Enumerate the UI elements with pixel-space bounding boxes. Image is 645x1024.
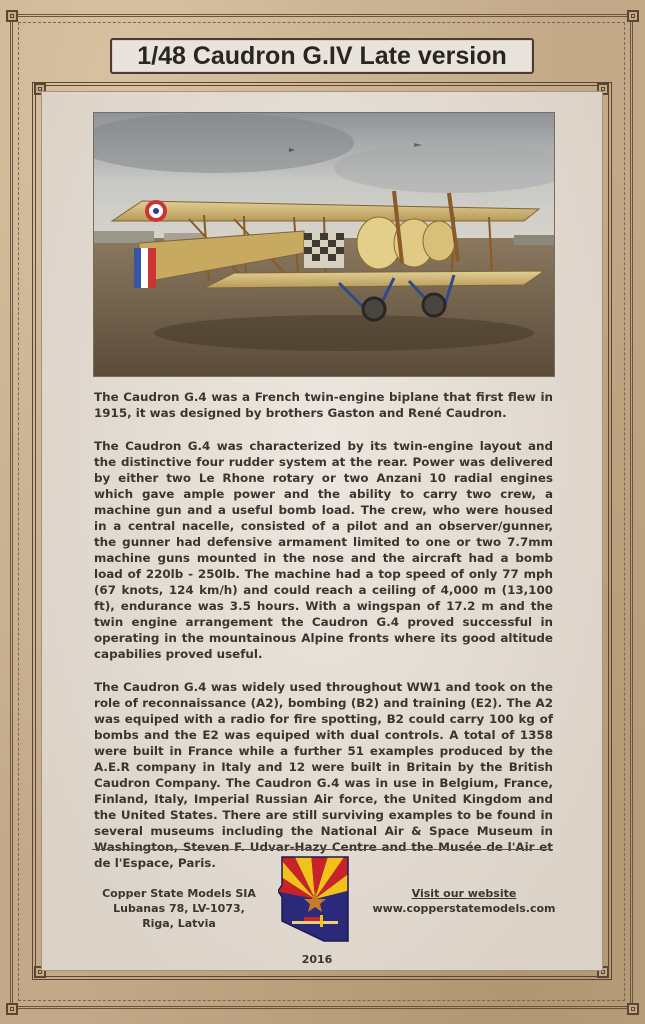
corner-ornament xyxy=(6,1003,18,1015)
address-line: Lubanas 78, LV-1073, xyxy=(113,902,245,915)
company-address xyxy=(94,886,264,931)
website-info xyxy=(366,886,562,916)
address-line: Riga, Latvia xyxy=(142,917,216,930)
paragraph-design: The Caudron G.4 was characterized by its twin-engine layout and the distinctive four rudder system at the rear. Power was delivered by either two Le Rhone rotary or two Anzani 10 radial engines which gave ample power and the ability to carry two crew, a machine gun and a useful bomb load. The crew, who were housed in a central nacelle, consisted of a pilot and an observer/gunner, the gunner had defensive armament limited to one or two 7.7mm machine guns mounted in the nose and the aircraft had a bomb load of 220lb - 250lb. The machine had a top speed of only 77 mph (67 knots, 124 km/h) and could reach a ceiling of 4,000 m (13,100 ft), endurance was 3.5 hours. With a wingspan of 17.2 m and the twin engine arrangement the Caudron G.4 proved successful in operating in the mountainous Alpine fronts where its good altitude capabilies proved useful. xyxy=(94,439,553,661)
description-text xyxy=(94,389,553,888)
page-title: 1/48 Caudron G.IV Late version xyxy=(137,41,507,70)
corner-ornament xyxy=(627,10,639,22)
paragraph-service: The Caudron G.4 was widely used throughout WW1 and took on the role of reconnaissance (A2), bombing (B2) and training (E2). The A2 was equiped with a radio for fire spotting, B2 could carry 100 kg of bombs and the E2 was equiped with dual controls. A total of 1358 were built in France while a further 51 examples produced by the A.E.R company in Italy and 12 were built in Britain by the British Caudron Company. The Caudron G.4 was in use in Belgium, France, Finland, Italy, Imperial Russian Air force, the United Kingdom and the United States. There are still surviving examples to be found in several museums including the National Air & Space Museum in Washington, Steven F. Udvar-Hazy Centre and the Musée de l'Air et de l'Espace, Paris. xyxy=(94,680,553,870)
footer-divider xyxy=(92,849,553,850)
corner-ornament xyxy=(6,10,18,22)
copyright-year: 2016 xyxy=(301,953,333,966)
paragraph-intro: The Caudron G.4 was a French twin-engine biplane that first flew in 1915, it was designed by brothers Gaston and René Caudron. xyxy=(94,390,553,420)
company-name: Copper State Models SIA xyxy=(102,887,256,900)
aircraft-photo xyxy=(93,112,555,377)
visit-website-link[interactable]: Visit our website xyxy=(411,887,517,900)
corner-ornament xyxy=(627,1003,639,1015)
page-title-box xyxy=(110,38,534,74)
aircraft-photo-icon xyxy=(94,113,555,377)
website-url[interactable]: www.copperstatemodels.com xyxy=(372,902,556,915)
arizona-state-logo-icon xyxy=(278,855,352,945)
